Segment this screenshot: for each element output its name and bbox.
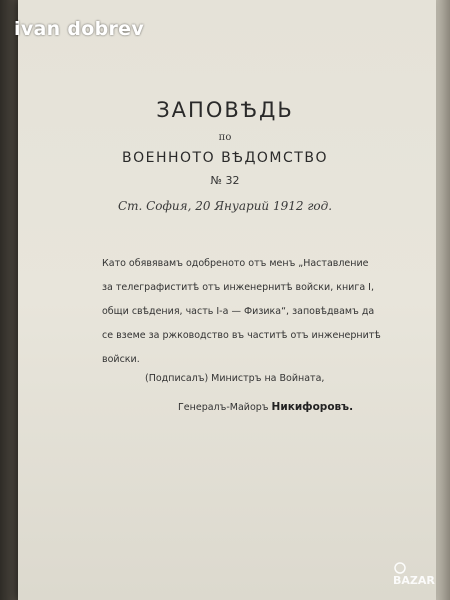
signature-name-line [178,401,353,413]
body-line: се вземе за ржководство въ частитѣ отъ инженернитѣ [102,330,381,341]
order-number: № 32 [210,174,240,187]
bazar-logo [390,560,448,588]
document-subtitle: по [218,132,232,143]
body-line: общи свѣдения, часть I-а — Физика“, заповѣдвамъ да [102,306,375,317]
body-line: Като обявявамъ одобреното отъ менъ „Наставление [102,258,369,269]
order-body [102,252,381,372]
body-line: за телеграфиститѣ отъ инженернитѣ войски, книга I, [102,282,375,293]
signature-name: Никифоровъ. [271,401,354,413]
signature-rank: Генералъ-Майоръ [178,402,269,413]
logo-text: BAZAR [393,574,435,587]
watermark: ivan dobrev [14,18,145,40]
body-line: войски. [102,354,140,365]
signature-line: (Подписалъ) Министръ на Войната, [145,373,325,384]
ministry-heading: ВОЕННОТО ВѢДОМСТВО [122,150,328,166]
document-title: ЗАПОВѢДЬ [156,98,294,122]
place-date: Ст. София, 20 Януарий 1912 год. [117,199,333,213]
